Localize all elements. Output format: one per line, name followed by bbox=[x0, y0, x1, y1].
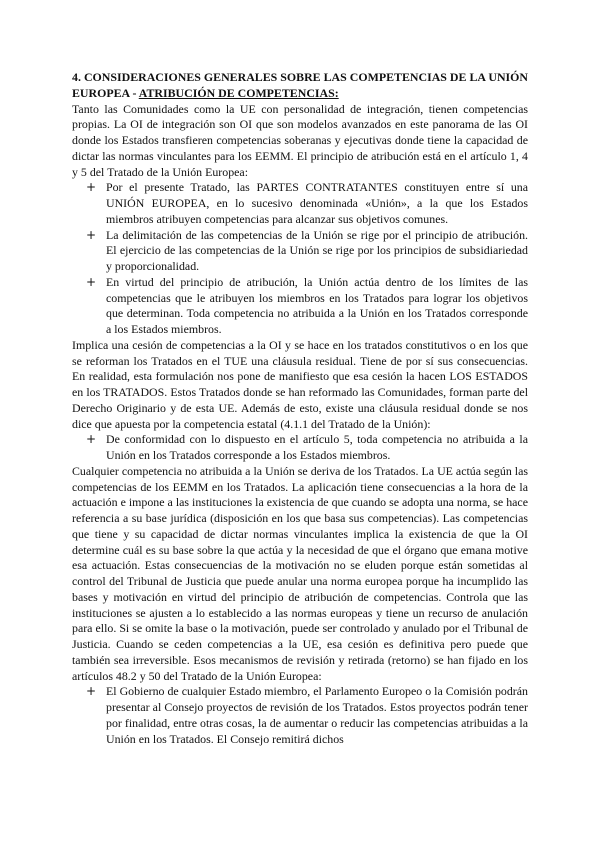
list-item-text: De conformidad con lo dispuesto en el artículo 5, toda competencia no atribuida a la Unión en los Tratados corresponde a los Estados miembros. bbox=[106, 432, 528, 462]
list-item bbox=[86, 432, 528, 464]
list-item-text: Por el presente Tratado, las PARTES CONTRATANTES constituyen entre sí una UNIÓN EUROPEA, en lo sucesivo denominada «Unión», a la que los Estados miembros atribuyen competencias para alcanzar sus objetivos comunes. bbox=[106, 180, 528, 226]
list-item bbox=[86, 274, 528, 338]
bullet-list-treaty-articles bbox=[72, 180, 528, 338]
bullet-list-residual-clause bbox=[72, 432, 528, 464]
list-item bbox=[86, 227, 528, 275]
plus-bullet-icon: + bbox=[86, 274, 97, 289]
bullet-list-revision bbox=[72, 684, 528, 747]
list-item-text: El Gobierno de cualquier Estado miembro, el Parlamento Europeo o la Comisión podrán presentar al Consejo proyectos de revisión de los Tratados. Estos proyectos podrán tener por finalidad, entre otras cosas, la de aumentar o reducir las competencias atribuidas a la Unión en los Tratados. El Consejo remitirá dichos bbox=[106, 684, 528, 746]
plus-bullet-icon: + bbox=[86, 180, 97, 195]
section-heading bbox=[72, 70, 528, 102]
section-heading-text: 4. CONSIDERACIONES GENERALES SOBRE LAS COMPETENCIAS DE LA UNIÓN EUROPEA - bbox=[72, 70, 528, 100]
list-item bbox=[86, 684, 528, 747]
list-item bbox=[86, 180, 528, 227]
plus-bullet-icon: + bbox=[86, 684, 97, 699]
paragraph-consequences: Cualquier competencia no atribuida a la Unión se deriva de los Tratados. La UE actúa según las competencias de los EEMM en los Tratados. La aplicación tiene consecuencias a la hora de la actuación e impone a las instituciones la existencia de que cuando se adopta una norma, se hace referencia a su base jurídica (disposición en los que basa sus competencias). Las competencias que tiene y su capacidad de dictar normas vinculantes implica la existencia de que la OI determine cuál es su base sobre la que actúa y la necesidad de que el órgano que emana motive esa actuación. Estas consecuencias de la motivación no se eluden porque están sometidas al control del Tribunal de Justicia que puede anular una norma europea porque ha incumplido las bases y motivación en virtud del principio de atribución de competencias. Controla que las instituciones se ajusten a lo establecido a las normas europeas y tiene un recurso de anulación para ello. Si se omite la base o la motivación, puede ser controlado y anulado por el Tribunal de Justicia. Cuando se ceden competencias a la UE, esa cesión es definitiva pero puede que también sea irreversible. Esos mecanismos de revisión y retirada (retorno) se han fijado en los artículos 48.2 y 50 del Tratado de la Unión Europea: bbox=[72, 463, 528, 683]
section-heading-underlined-text: ATRIBUCIÓN DE COMPETENCIAS: bbox=[138, 85, 339, 100]
plus-bullet-icon: + bbox=[86, 227, 97, 242]
list-item-text: En virtud del principio de atribución, la Unión actúa dentro de los límites de las competencias que le atribuyen los miembros en los Tratados para lograr los objetivos que determinan. Toda competencia no atribuida a la Unión en los Tratados corresponde a los Estados miembros. bbox=[106, 274, 528, 336]
paragraph-intro: Tanto las Comunidades como la UE con personalidad de integración, tienen competencias propias. La OI de integración son OI que son modelos avanzados en este panorama de las OI donde los Estados transfieren competencias soberanas y ejecutivas donde tiene la capacidad de dictar las normas vinculantes para los EEMM. El principio de atribución está en el artículo 1, 4 y 5 del Tratado de la Unión Europea: bbox=[72, 101, 528, 179]
list-item-text: La delimitación de las competencias de la Unión se rige por el principio de atribución. El ejercicio de las competencias de la Unión se rige por los principios de subsidiariedad y proporcionalidad. bbox=[106, 227, 528, 273]
paragraph-cession: Implica una cesión de competencias a la OI y se hace en los tratados constitutivos o en los que se reforman los Tratados en el TUE una cláusula residual. Tiene de por sí sus consecuencias. En realidad, esta formulación nos pone de manifiesto que esa cesión la hacen LOS ESTADOS en los TRATADOS. Estos Tratados donde se han reformado las Comunidades, forman parte del Derecho Originario y de esta UE. Además de esto, existe una cláusula residual donde se nos dice que apuesta por la competencia estatal (4.1.1 del Tratado de la Unión): bbox=[72, 337, 528, 431]
plus-bullet-icon: + bbox=[86, 432, 97, 447]
